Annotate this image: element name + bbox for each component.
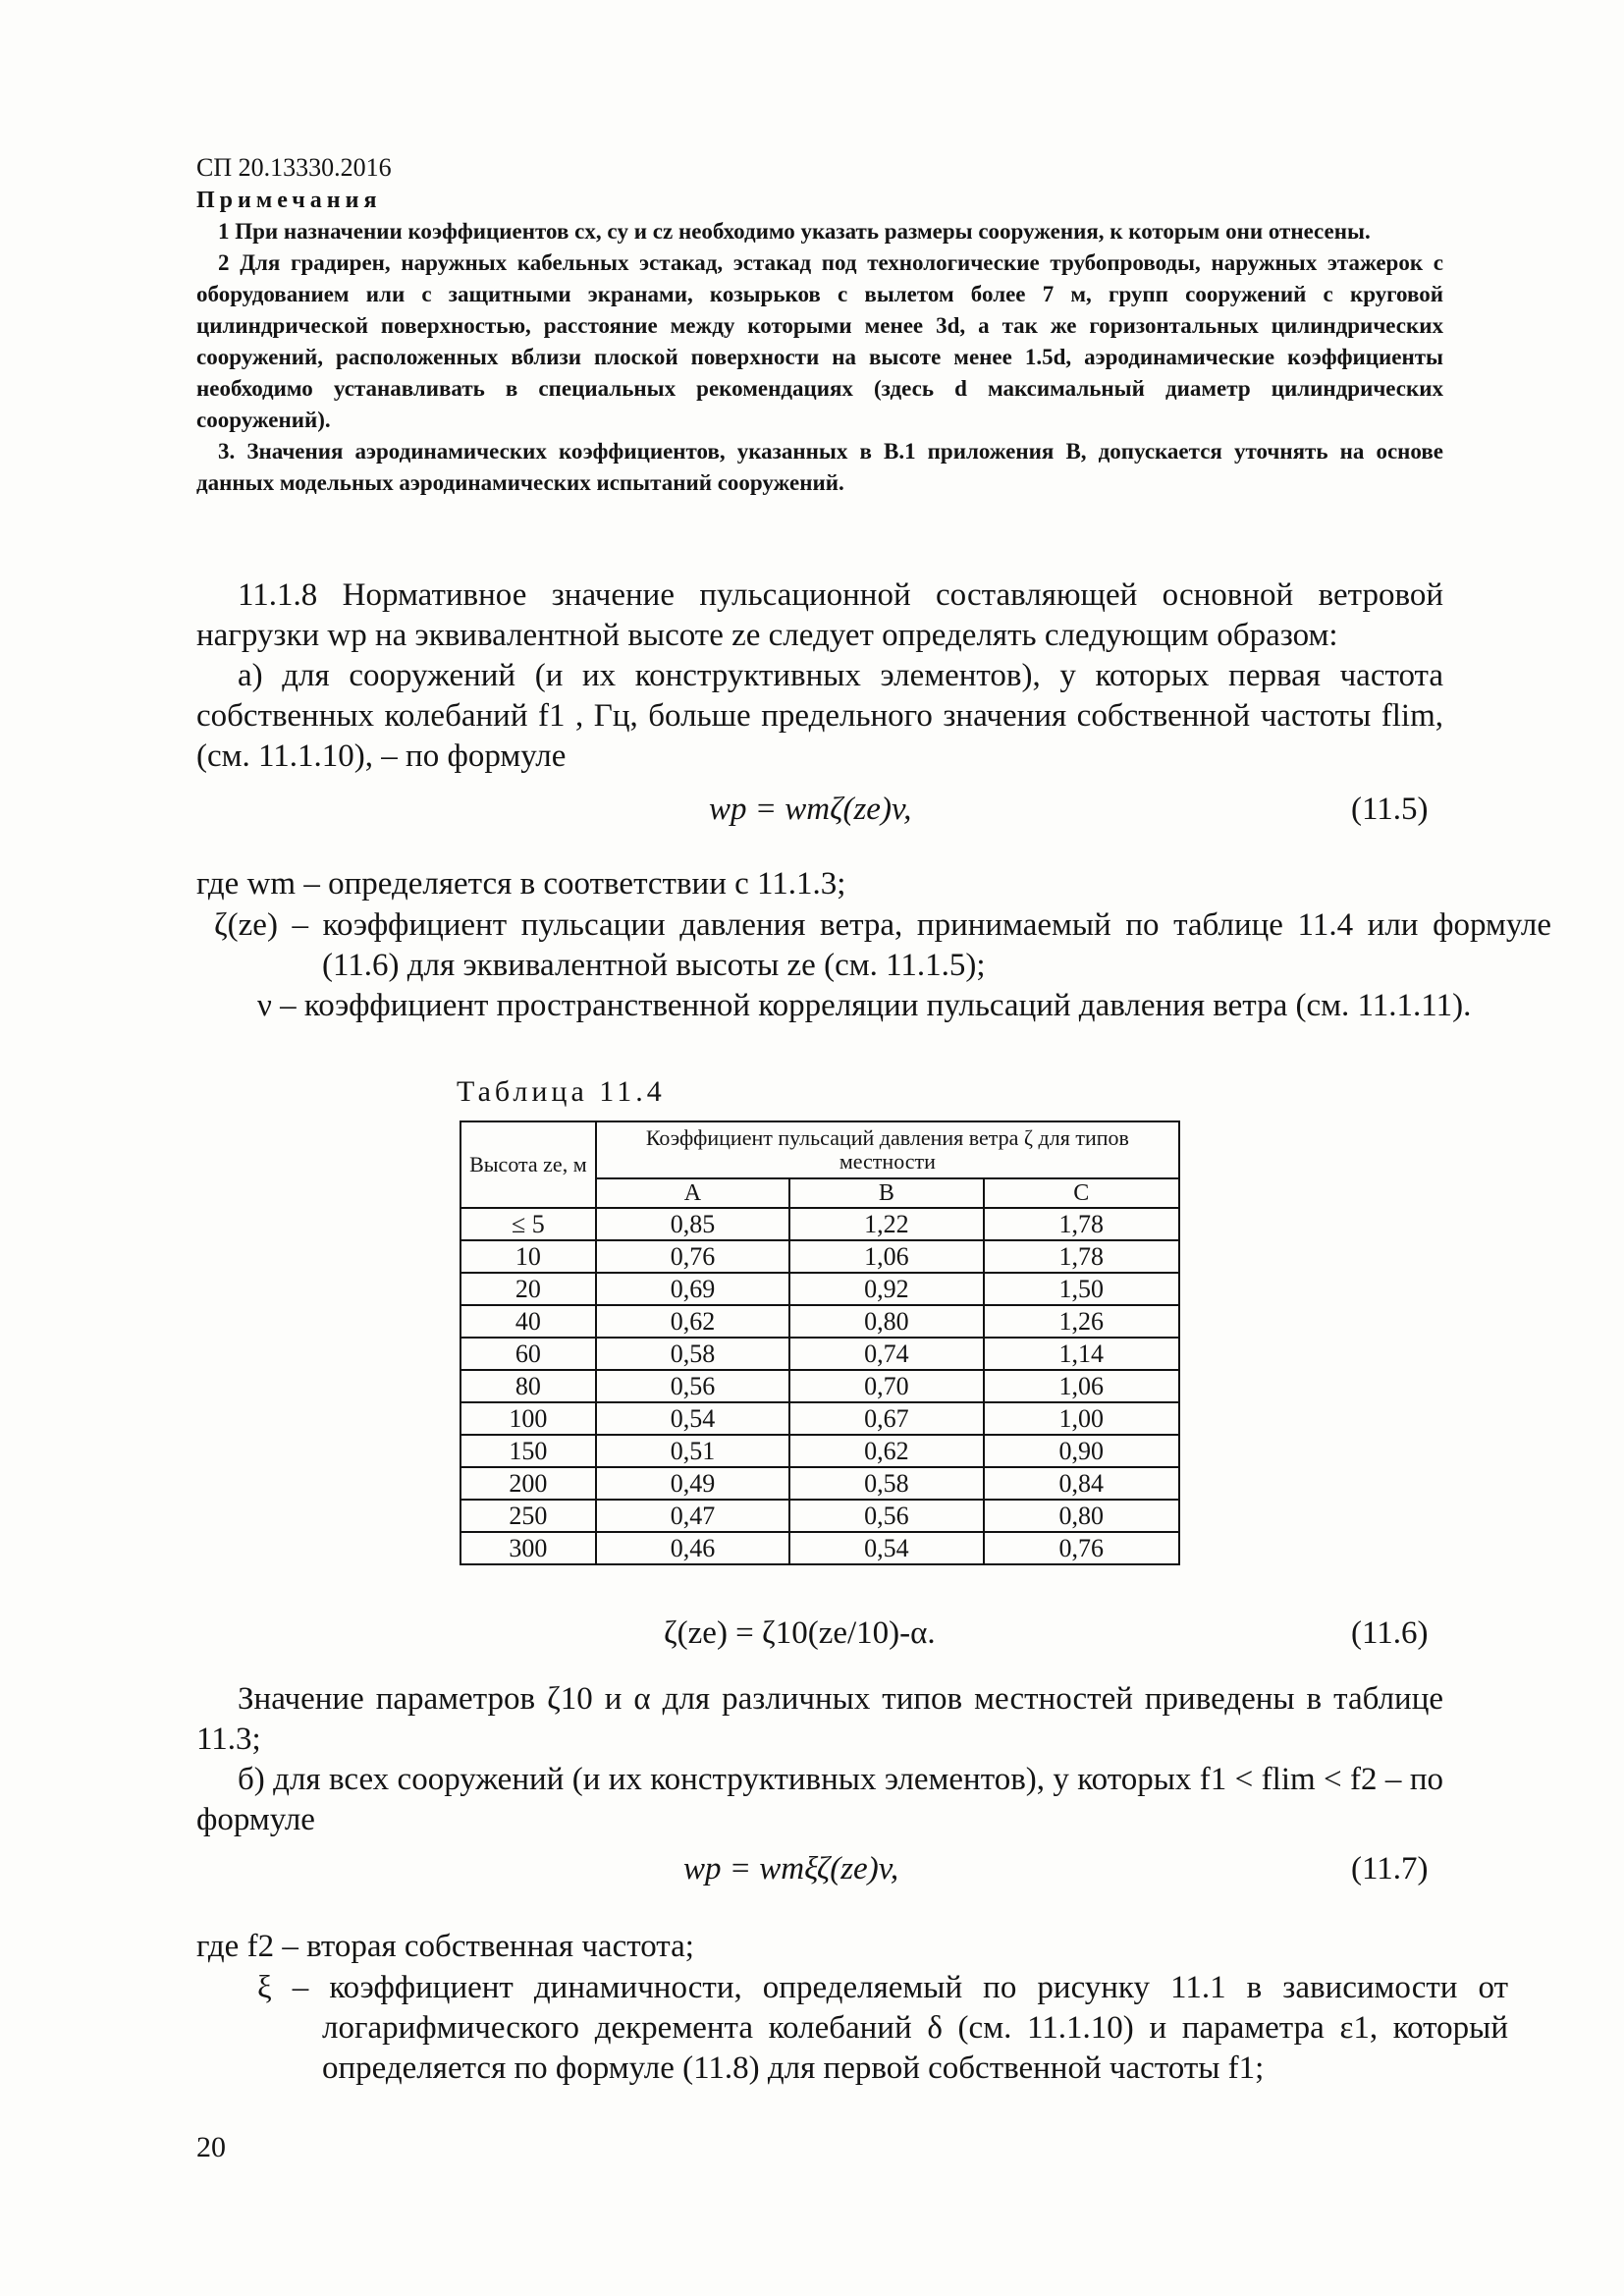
table-cell: 0,56: [596, 1370, 789, 1402]
table-cell: 0,76: [984, 1532, 1179, 1564]
formula-11-6-number: (11.6): [1351, 1615, 1429, 1651]
table-cell: 1,14: [984, 1338, 1179, 1370]
notes-title: Примечания: [196, 188, 382, 213]
pulsation-coefficient-table: [460, 1121, 1180, 1565]
definition-zeta: ζ(ze) – коэффициент пульсации давления ветра, принимаемый по таблице 11.4 или формуле (11.6) для эквивалентной высоты ze (см. 11.1.5);: [214, 907, 1551, 983]
table-cell: 0,54: [789, 1532, 983, 1564]
table-cell: 20: [460, 1273, 596, 1305]
document-code: СП 20.13330.2016: [196, 153, 392, 182]
table-row: [460, 1370, 1179, 1402]
notes-block: [196, 185, 1443, 499]
table-row: [460, 1208, 1179, 1240]
table-cell: 1,26: [984, 1305, 1179, 1338]
table-cell: ≤ 5: [460, 1208, 596, 1240]
parameters-text: Значение параметров ζ10 и α для различных типов местностей приведены в таблице 11.3;: [196, 1681, 1443, 1757]
table-cell: 0,58: [596, 1338, 789, 1370]
table-cell: 0,69: [596, 1273, 789, 1305]
table-cell: 0,85: [596, 1208, 789, 1240]
column-header-height: Высота ze, м: [460, 1121, 596, 1208]
table-cell: 0,74: [789, 1338, 983, 1370]
table-cell: 80: [460, 1370, 596, 1402]
where-wm: где wm – определяется в соответствии с 11.1.3;: [196, 866, 846, 902]
table-row: [460, 1305, 1179, 1338]
table-cell: 200: [460, 1467, 596, 1500]
table-cell: 0,58: [789, 1467, 983, 1500]
formula-11-7-number: (11.7): [1351, 1851, 1429, 1886]
table-cell: 1,78: [984, 1240, 1179, 1273]
note-item-1: 1 При назначении коэффициентов cx, cy и cz необходимо указать размеры сооружения, к которым они отнесены.: [218, 219, 1371, 244]
table-cell: 0,62: [789, 1435, 983, 1467]
table-cell: 1,00: [984, 1402, 1179, 1435]
table-cell: 0,67: [789, 1402, 983, 1435]
table-cell: 100: [460, 1402, 596, 1435]
table-cell: 10: [460, 1240, 596, 1273]
definition-xi: ξ – коэффициент динамичности, определяемый по рисунку 11.1 в зависимости от логарифмического декремента колебаний δ (см. 11.1.10) и параметра ε1, который определяется по формуле (11.8) для первой собственной частоты f1;: [257, 1970, 1508, 2086]
table-cell: 250: [460, 1500, 596, 1532]
item-b: б) для всех сооружений (и их конструктивных элементов), у которых f1 < flim < f2 – по формуле: [196, 1762, 1443, 1837]
column-header-a: А: [596, 1178, 789, 1208]
column-header-b: В: [789, 1178, 983, 1208]
item-a: а) для сооружений (и их конструктивных элементов), у которых первая частота собственных колебаний f1 , Гц, больше предельного значения собственной частоты flim, (см. 11.1.10), – по формуле: [196, 658, 1443, 774]
formula-11-7: wp = wmξζ(ze)v,: [683, 1851, 899, 1886]
table-cell: 0,80: [789, 1305, 983, 1338]
table-cell: 60: [460, 1338, 596, 1370]
table-row: [460, 1467, 1179, 1500]
table-row: [460, 1532, 1179, 1564]
section-11-1-8: 11.1.8 Нормативное значение пульсационной составляющей основной ветровой нагрузки wp на эквивалентной высоте ze следует определять следующим образом:: [196, 577, 1443, 653]
table-cell: 1,22: [789, 1208, 983, 1240]
table-row: [460, 1402, 1179, 1435]
table-cell: 0,80: [984, 1500, 1179, 1532]
formula-11-6: ζ(ze) = ζ10(ze/10)-α.: [664, 1615, 936, 1651]
formula-11-5-number: (11.5): [1351, 792, 1429, 827]
table-cell: 150: [460, 1435, 596, 1467]
column-header-group: Коэффициент пульсаций давления ветра ζ для типов местности: [596, 1121, 1179, 1178]
table-row: [460, 1338, 1179, 1370]
page-number: 20: [196, 2131, 226, 2163]
table-cell: 300: [460, 1532, 596, 1564]
note-item-2: 2 Для градирен, наружных кабельных эстакад, эстакад под технологические трубопроводы, наружных этажерок с оборудованием или с защитными экранами, козырьков с вылетом более 7 м, групп сооружений с круговой цилиндрической поверхностью, расстояние между которыми менее 3d, а так же горизонтальных цилиндрических сооружений, расположенных вблизи плоской поверхности на высоте менее 1.5d, аэродинамические коэффициенты необходимо устанавливать в специальных рекомендациях (здесь d максимальный диаметр цилиндрических сооружений).: [196, 250, 1443, 432]
table-cell: 0,51: [596, 1435, 789, 1467]
table-row: [460, 1435, 1179, 1467]
column-header-c: С: [984, 1178, 1179, 1208]
definition-nu: ν – коэффициент пространственной корреляции пульсаций давления ветра (см. 11.1.11).: [257, 988, 1472, 1023]
formula-11-5: wp = wmζ(ze)v,: [709, 792, 912, 827]
where-f2: где f2 – вторая собственная частота;: [196, 1929, 694, 1964]
table-cell: 1,06: [789, 1240, 983, 1273]
table-cell: 1,50: [984, 1273, 1179, 1305]
table-cell: 0,92: [789, 1273, 983, 1305]
table-row: [460, 1240, 1179, 1273]
table-cell: 0,49: [596, 1467, 789, 1500]
table-cell: 0,62: [596, 1305, 789, 1338]
table-cell: 0,47: [596, 1500, 789, 1532]
table-cell: 0,90: [984, 1435, 1179, 1467]
table-row: [460, 1500, 1179, 1532]
table-cell: 0,76: [596, 1240, 789, 1273]
table-cell: 1,78: [984, 1208, 1179, 1240]
table-cell: 0,54: [596, 1402, 789, 1435]
table-title: Таблица 11.4: [457, 1075, 666, 1108]
table-cell: 40: [460, 1305, 596, 1338]
table-cell: 1,06: [984, 1370, 1179, 1402]
table-cell: 0,46: [596, 1532, 789, 1564]
table-cell: 0,56: [789, 1500, 983, 1532]
table-row: [460, 1273, 1179, 1305]
table-cell: 0,70: [789, 1370, 983, 1402]
table-cell: 0,84: [984, 1467, 1179, 1500]
note-item-3: 3. Значения аэродинамических коэффициентов, указанных в В.1 приложения В, допускается уточнять на основе данных модельных аэродинамических испытаний сооружений.: [196, 439, 1443, 495]
